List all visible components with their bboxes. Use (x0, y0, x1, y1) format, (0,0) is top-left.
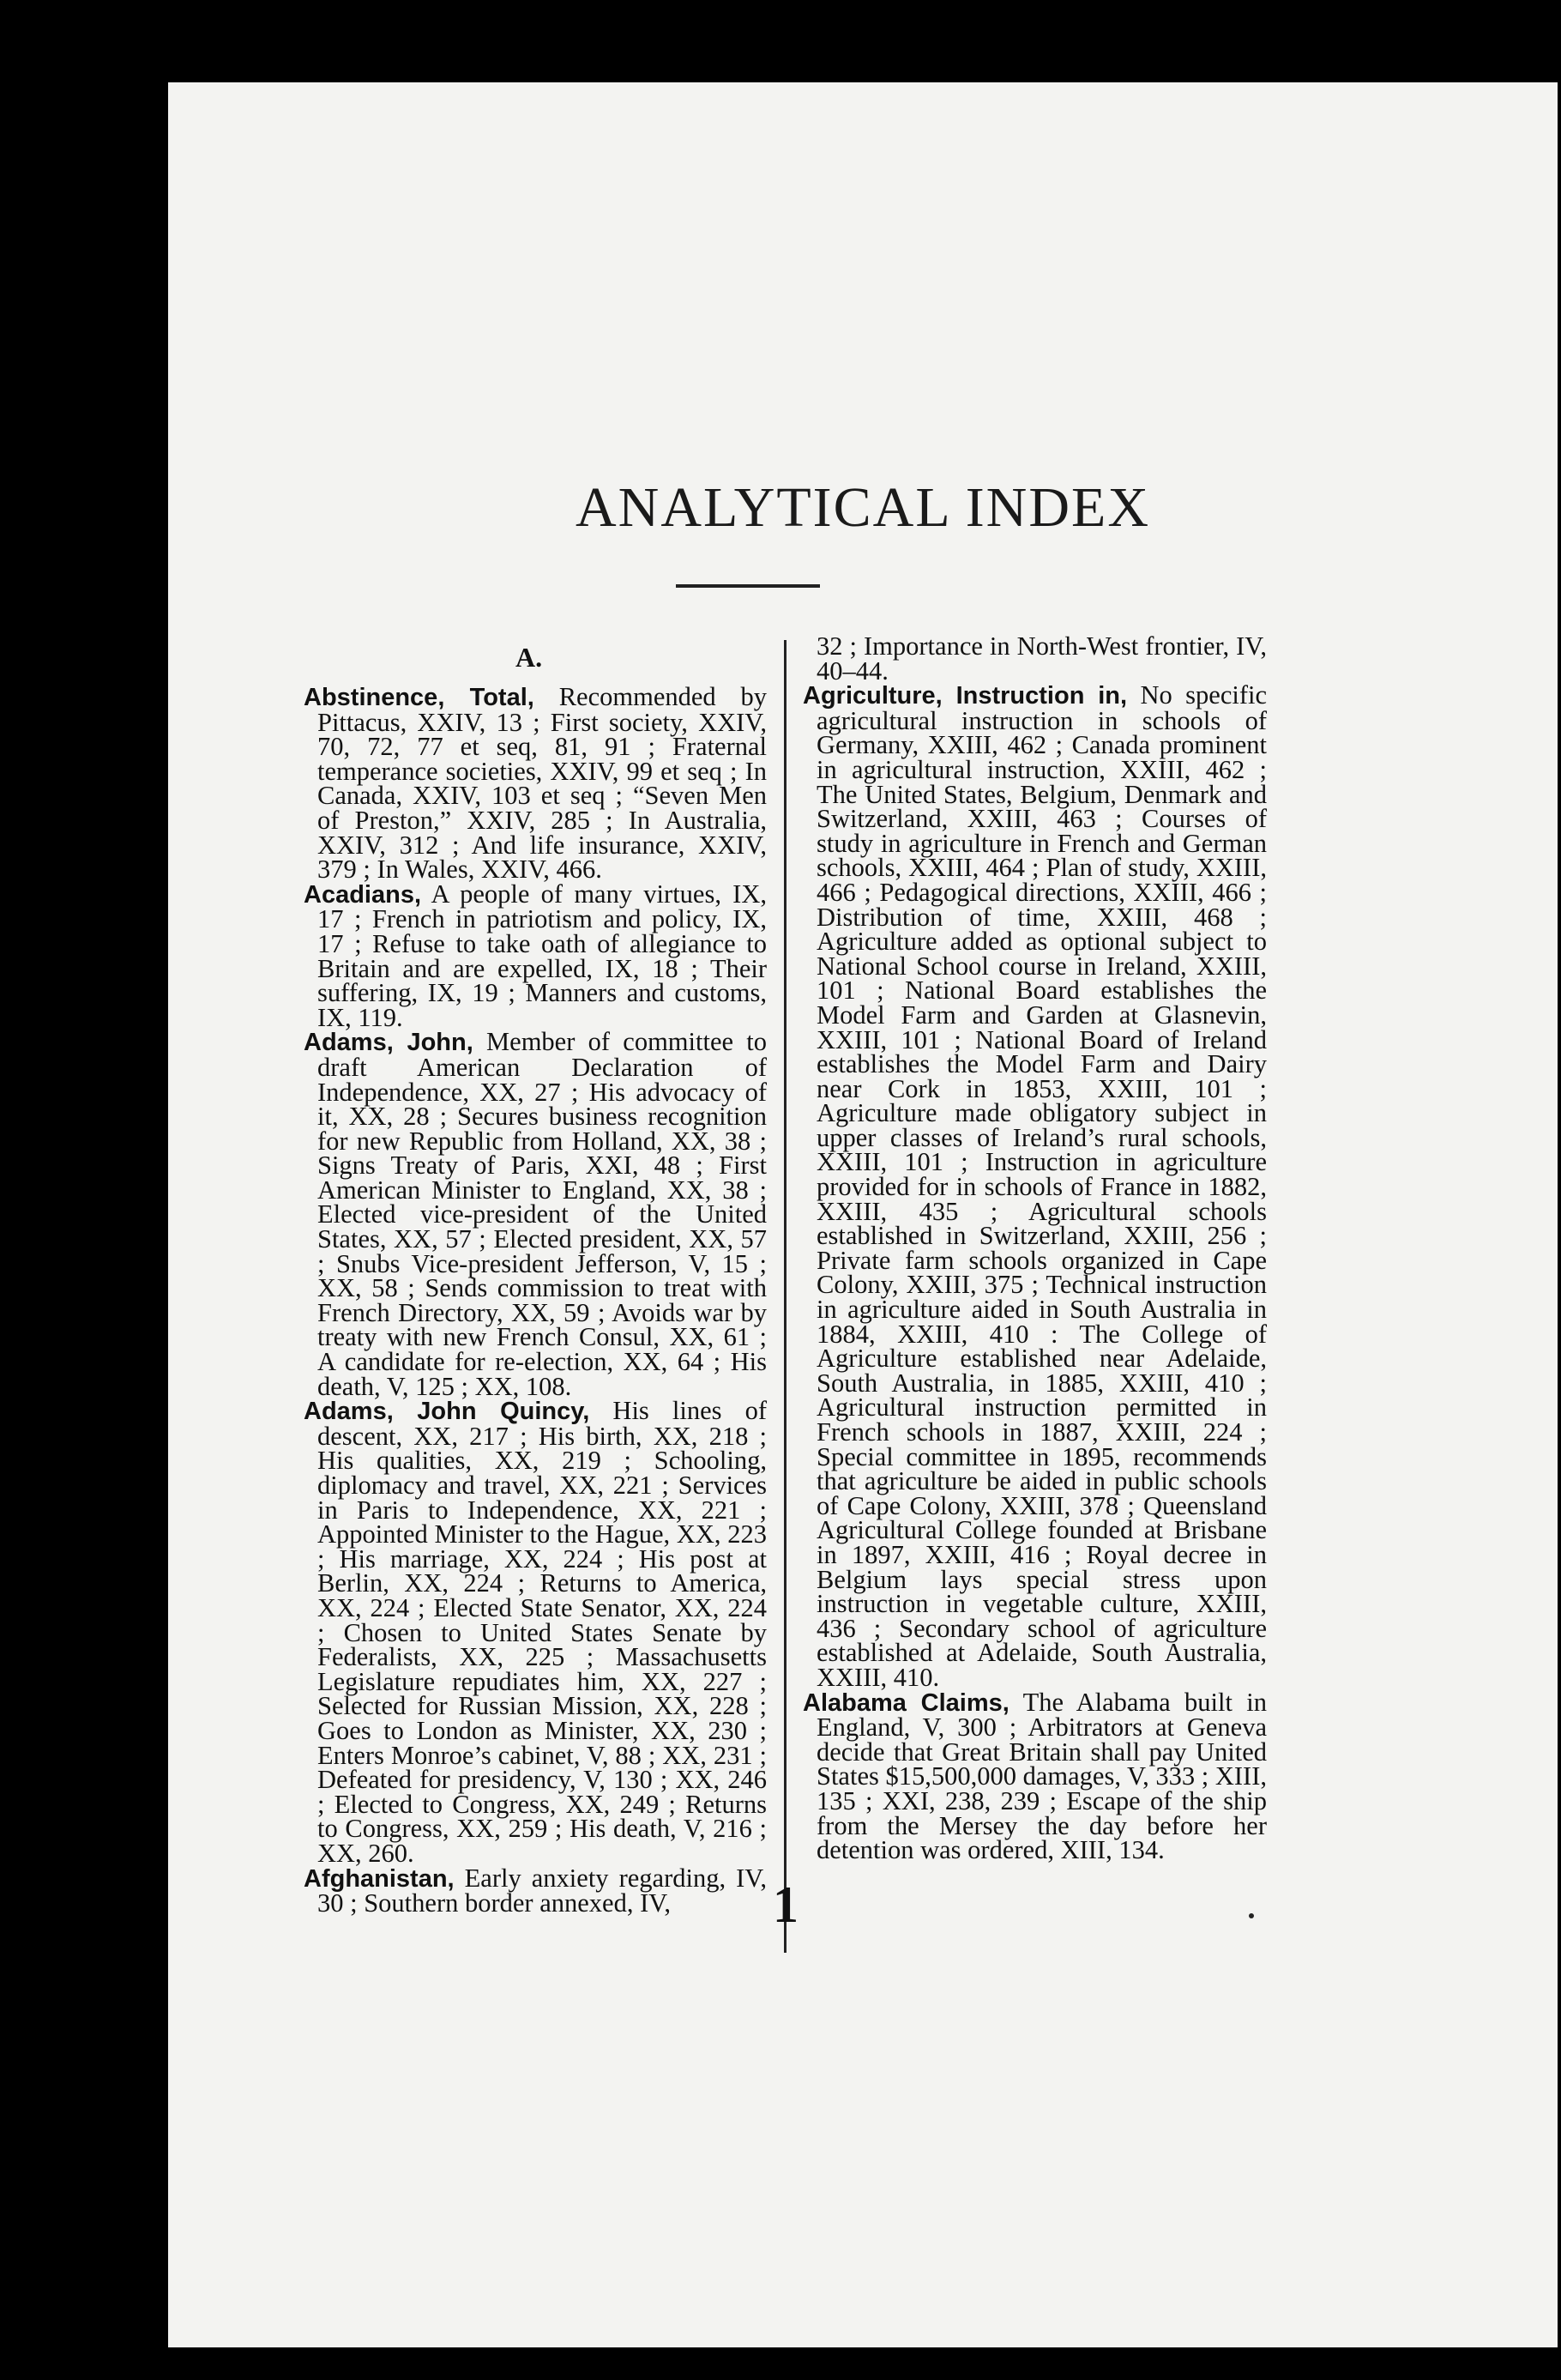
ink-speck (1249, 1913, 1254, 1918)
index-entry (304, 682, 767, 885)
index-entry (304, 1863, 767, 1918)
entry-heading: Acadians, (304, 880, 421, 909)
index-entry (304, 1396, 767, 1868)
entry-text: Recommended by Pittacus, XXIV, 13 ; First society, XXIV, 70, 72, 77 et seq, 81, 91 ; Fraternal temperance societies, XXIV, 99 et seq ; In Canada, XXIV, 103 et seq ; “Seven Men of Preston,” XXIV, 285 ; In Australia, XXIV, 312 ; And life insurance, XXIV, 379 ; In Wales, XXIV, 466. (317, 682, 767, 885)
entry-heading: Alabama Claims, (803, 1688, 1010, 1717)
page-number: 1 (773, 1876, 799, 1933)
entry-heading: Adams, John, (304, 1029, 473, 1057)
entry-text: Member of committee to draft American Declaration of Independence, XX, 27 ; His advocacy of it, XX, 28 ; Secures business recognition for new Republic from Holland, XX, 38 ; Signs Treaty of Paris, XXI, 48 ; First American Minister to England, XX, 38 ; Elected vice-president of the United States, XX, 57 ; Elected president, XX, 57 ; Snubs Vice-president Jefferson, V, 15 ; XX, 58 ; Sends commission to treat with French Directory, XX, 59 ; Avoids war by treaty with new French Consul, XX, 61 ; A candidate for re-election, XX, 64 ; His death, V, 125 ; XX, 108. (317, 1027, 767, 1401)
index-entry (304, 879, 767, 1032)
entry-text: A people of many virtues, IX, 17 ; French in patriotism and policy, IX, 17 ; Refuse to take oath of allegiance to Britain and are expelled, IX, 18 ; Their suffering, IX, 19 ; Manners and customs, IX, 119. (317, 879, 767, 1032)
entry-text: Early anxiety regarding, IV, 30 ; Southern border annexed, IV, (317, 1863, 767, 1918)
left-column (304, 682, 767, 1918)
entry-text: His lines of descent, XX, 217 ; His birth, XX, 218 ; His qualities, XX, 219 ; Schooling, diplomacy and travel, XX, 221 ; Services in Paris to Independence, XX, 221 ; Appointed Minister to the Hague, XX, 223 ; His marriage, XX, 224 ; His post at Berlin, XX, 224 ; Returns to America, XX, 224 ; Elected State Senator, XX, 224 ; Chosen to United States Senate by Federalists, XX, 225 ; Massachusetts Legislature repudiates him, XX, 227 ; Selected for Russian Mission, XX, 228 ; Goes to London as Minister, XX, 230 ; Enters Monroe’s cabinet, V, 88 ; XX, 231 ; Defeated for presidency, V, 130 ; XX, 246 ; Elected to Congress, XX, 249 ; Returns to Congress, XX, 259 ; His death, V, 216 ; XX, 260. (317, 1396, 767, 1868)
index-entry-continuation (803, 631, 1267, 686)
entry-text: 32 ; Importance in North-West frontier, IV, 40–44. (817, 631, 1267, 686)
section-letter: A. (515, 642, 543, 673)
right-column (803, 631, 1267, 1865)
entry-heading: Adams, John Quincy, (304, 1398, 590, 1426)
index-entry (803, 680, 1267, 1692)
entry-text: The Alabama built in England, V, 300 ; Arbitrators at Geneva decide that Great Britain shall pay United States $15,500,000 damages, V, 333 ; XIII, 135 ; XXI, 238, 239 ; Escape of the ship from the Mersey the day before her detention was ordered, XIII, 134. (817, 1687, 1267, 1865)
entry-heading: Afghanistan, (304, 1864, 455, 1893)
index-page (168, 82, 1558, 2347)
column-divider (784, 640, 787, 1953)
page-title: ANALYTICAL INDEX (576, 476, 1150, 539)
index-entry (304, 1027, 767, 1401)
entry-text: No specific agricultural instruction in schools of Germany, XXIII, 462 ; Canada prominent in agricultural instruction, XXIII, 462 ; The United States, Belgium, Denmark and Switzerland, XXIII, 463 ; Courses of study in agriculture in French and German schools, XXIII, 464 ; Plan of study, XXIII, 466 ; Pedagogical directions, XXIII, 466 ; Distribution of time, XXIII, 468 ; Agriculture added as optional subject to National School course in Ireland, XXIII, 101 ; National Board establishes the Model Farm and Garden at Glasnevin, XXIII, 101 ; National Board of Ireland establishes the Model Farm and Dairy near Cork in 1853, XXIII, 101 ; Agriculture made obligatory subject in upper classes of Ireland’s rural schools, XXIII, 101 ; Instruction in agriculture provided for in schools of France in 1882, XXIII, 435 ; Agricultural schools established in Switzerland, XXIII, 256 ; Private farm schools organized in Cape Colony, XXIII, 375 ; Technical instruction in agriculture aided in South Australia in 1884, XXIII, 410 : The College of Agriculture established near Adelaide, South Australia, in 1885, XXIII, 410 ; Agricultural instruction permitted in French schools in 1887, XXIII, 224 ; Special committee in 1895, recommends that agriculture be aided in public schools of Cape Colony, XXIII, 378 ; Queensland Agricultural College founded at Brisbane in 1897, XXIII, 416 ; Royal decree in Belgium lays special stress upon instruction in vegetable culture, XXIII, 436 ; Secondary school of agriculture established at Adelaide, South Australia, XXIII, 410. (817, 680, 1267, 1692)
index-entry (803, 1687, 1267, 1865)
entry-heading: Abstinence, Total, (304, 684, 534, 711)
entry-heading: Agriculture, Instruction in, (803, 682, 1128, 710)
title-rule (676, 584, 820, 588)
